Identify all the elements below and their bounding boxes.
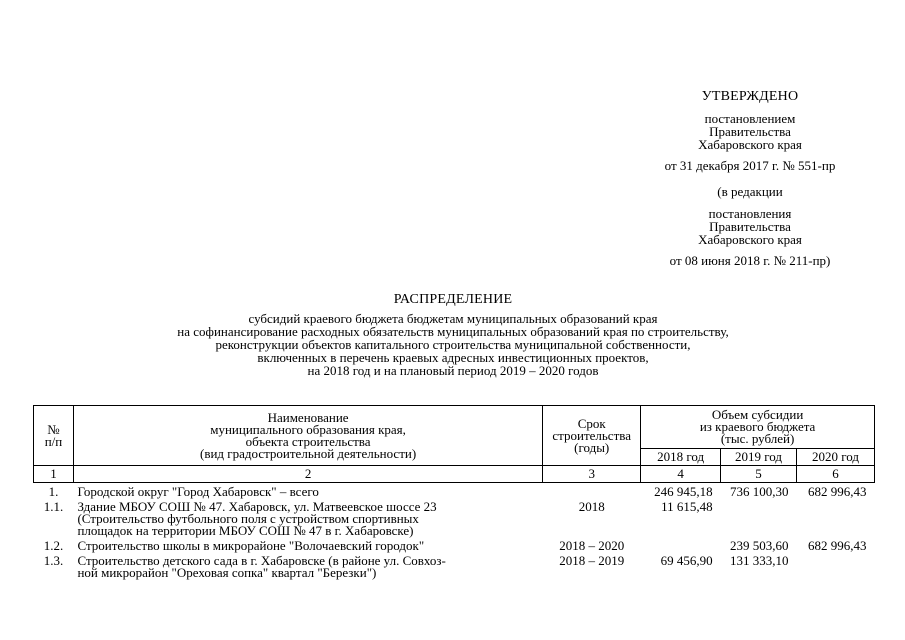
row-num: 1.1. [43,499,64,514]
row-value-2018: 246 945,18 [654,484,713,499]
heading-line: на софинансирование расходных обязательств муниципальных образований края по строительству, [177,324,729,339]
edition-date: от 08 июня 2018 г. № 211-пр) [669,253,831,268]
header-year-2018: 2018 год [641,449,721,466]
row-value-2019 [721,498,797,537]
approval-line: Правительства [709,124,791,139]
heading-line: включенных в перечень краевых адресных инвестиционных проектов, [257,350,649,365]
row-value-2019: 239 503,60 [730,538,789,553]
heading-line: реконструкции объектов капитального строительства муниципальной собственности, [215,337,691,352]
approval-title: УТВЕРЖДЕНО [701,89,799,104]
edition-line: Правительства [709,219,791,234]
heading-line: субсидий краевого бюджета бюджетам муниципальных образований края [248,311,658,326]
table-row [34,552,875,579]
row-value-2020 [797,498,875,537]
column-number: 1 [34,466,74,483]
table-row [34,498,875,537]
row-num: 1.3. [43,553,64,568]
header-term: Срок строительства (годы) [543,406,641,466]
row-name: Строительство детского сада в г. Хабаровске (в районе ул. Совхоз- ной микрорайон "Ореховая сопка" квартал "Березки") [77,553,446,580]
column-number: 3 [543,466,641,483]
header-year-2020: 2020 год [797,449,875,466]
row-value-2018: 69 456,90 [660,553,713,568]
row-name: Здание МБОУ СОШ № 47. Хабаровск, ул. Матвеевское шоссе 23 (Строительство футбольного поля с устройством спортивных площадок на территории МБОУ СОШ № 47 в г. Хабаровске) [77,499,437,538]
edition-line: Хабаровского края [698,232,802,247]
row-value-2018 [641,537,721,552]
header-num: № п/п [34,406,74,466]
approval-date: от 31 декабря 2017 г. № 551-пр [664,158,836,173]
table-row [34,537,875,552]
row-num: 1.2. [43,538,64,553]
row-num: 1. [48,484,59,499]
row-value-2020 [797,552,875,579]
row-value-2019: 736 100,30 [730,484,789,499]
row-term [543,483,641,499]
row-term: 2018 – 2020 [559,538,625,553]
row-name: Строительство школы в микрорайоне "Волочаевский городок" [77,538,425,553]
row-value-2019: 131 333,10 [730,553,789,568]
table-row [34,483,875,499]
row-value-2020: 682 996,43 [808,484,867,499]
column-number: 5 [721,466,797,483]
document-heading [40,293,866,377]
approval-line: постановлением [704,111,796,126]
column-number: 4 [641,466,721,483]
document-title: РАСПРЕДЕЛЕНИЕ [393,292,513,307]
header-name: Наименование муниципального образования края, объекта строительства (вид градостроительной деятельности) [73,406,542,466]
approval-line: Хабаровского края [698,137,802,152]
header-year-2019: 2019 год [721,449,797,466]
distribution-table [33,405,875,579]
heading-line: на 2018 год и на плановый период 2019 – 2020 годов [307,363,599,378]
row-term: 2018 – 2019 [559,553,625,568]
column-number: 2 [73,466,542,483]
column-number: 6 [797,466,875,483]
row-value-2020: 682 996,43 [808,538,867,553]
row-term: 2018 [578,499,605,514]
edition-intro: (в редакции [717,184,783,199]
edition-line: постановления [708,206,792,221]
approval-stamp [640,90,860,267]
row-name: Городской округ "Город Хабаровск" – всего [77,484,319,499]
header-volume: Объем субсидии из краевого бюджета (тыс. рублей) [641,406,875,449]
row-value-2018: 11 615,48 [661,499,713,514]
